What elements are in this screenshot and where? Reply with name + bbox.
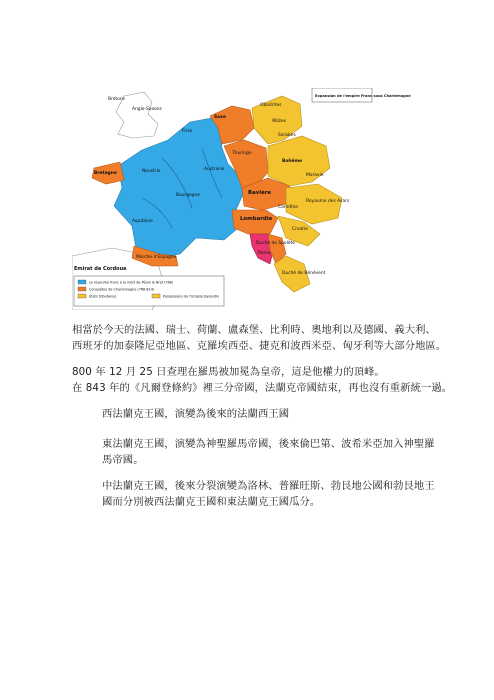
- paragraph-middle-francia-line2: 國而分別被西法蘭克王國和東法蘭克王國瓜分。: [102, 496, 321, 508]
- label-avars: Royaume des Avars: [306, 199, 350, 204]
- paragraph-east-francia-line1: 東法蘭克王國，演變為神聖羅馬帝國，後來倫巴第、波希米亞加入神聖羅: [102, 438, 435, 450]
- paragraph-west-francia: [102, 406, 289, 422]
- label-spoleto: Duché de Spolète: [256, 241, 295, 246]
- paragraph-east-francia: [102, 436, 435, 468]
- paragraph-coronation: [72, 364, 452, 396]
- label-moravie: Moravie: [306, 173, 324, 178]
- label-bretons: Bretons: [108, 97, 125, 102]
- label-austrasie: Austrasie: [204, 167, 225, 172]
- legend-swatch-3: [152, 294, 160, 298]
- legend-label-3: Possessions de l'Empire Byzantin: [163, 294, 220, 299]
- label-neustrie: Neustrie: [142, 169, 161, 174]
- empire-map: [72, 88, 424, 310]
- paragraph-coronation-line2: 在 843 年的《凡爾登條約》裡三分帝國，法蘭克帝國結束，再也沒有重新統一過。: [72, 382, 453, 394]
- label-saxe: Saxe: [214, 115, 226, 120]
- label-obodrites: Obodrites: [260, 103, 282, 108]
- label-frise: Frise: [182, 129, 193, 134]
- paragraph-territory-line1: 相當於今天的法國、瑞士、荷蘭、盧森堡、比利時、奧地利以及德國、義大利、: [72, 324, 436, 336]
- paragraph-territory-line2: 西班牙的加泰隆尼亞地區、克羅埃西亞、捷克和波西米亞、匈牙利等大部分地區。: [72, 340, 447, 352]
- legend-swatch-1: [78, 287, 86, 291]
- lombardie-region: [232, 210, 278, 234]
- label-bretagne: Bretagne: [94, 171, 117, 176]
- label-bourgogne: Bourgogne: [176, 193, 200, 198]
- paragraph-territory: [72, 322, 446, 354]
- label-baviere: Bavière: [248, 190, 272, 196]
- label-boheme: Bohême: [282, 159, 303, 164]
- paragraph-middle-francia: [102, 478, 435, 510]
- label-carinthie: Carinthie: [278, 205, 298, 210]
- label-thuringe: Thuringe: [232, 151, 252, 156]
- label-wilzes: Wilzes: [272, 119, 286, 124]
- legend-label-0: Le royaume franc à la mort de Pépin le Bref (768): [89, 280, 174, 285]
- paragraph-east-francia-line2: 馬帝國。: [102, 454, 144, 466]
- label-sorabes: Sorabes: [278, 133, 296, 138]
- label-aquitaine: Aquitaine: [132, 219, 153, 224]
- label-benevent: Duché de Bénévent: [282, 271, 326, 276]
- paragraph-west-francia-line1: 西法蘭克王國，演變為後來的法蘭西王國: [102, 408, 290, 420]
- legend-swatch-0: [78, 280, 86, 284]
- label-croatie: Croatie: [292, 227, 308, 232]
- legend-title: Expansion de l'empire Franc sous Charlemagne: [315, 94, 411, 98]
- label-lombardie: Lombardie: [240, 216, 273, 222]
- legend-swatch-2: [78, 294, 86, 298]
- paragraph-coronation-line1: 800 年 12 月 25 日查理在羅馬被加冕為皇帝，這是他權力的頂峰。: [72, 366, 385, 378]
- paragraph-middle-francia-line1: 中法蘭克王國，後來分裂演變為洛林、普羅旺斯、勃艮地公國和勃艮地王: [102, 480, 435, 492]
- label-cordoue: Emirat de Cordoue: [74, 266, 127, 272]
- label-marche: Marche d'Espagne: [136, 255, 177, 260]
- label-anglosaxons: Anglo-Saxons: [132, 107, 162, 112]
- legend-label-1: Conquêtes de Charlemagne (768-814): [89, 287, 155, 292]
- legend-label-2: États tributaires: [89, 294, 117, 299]
- label-rome: Rome: [258, 251, 271, 256]
